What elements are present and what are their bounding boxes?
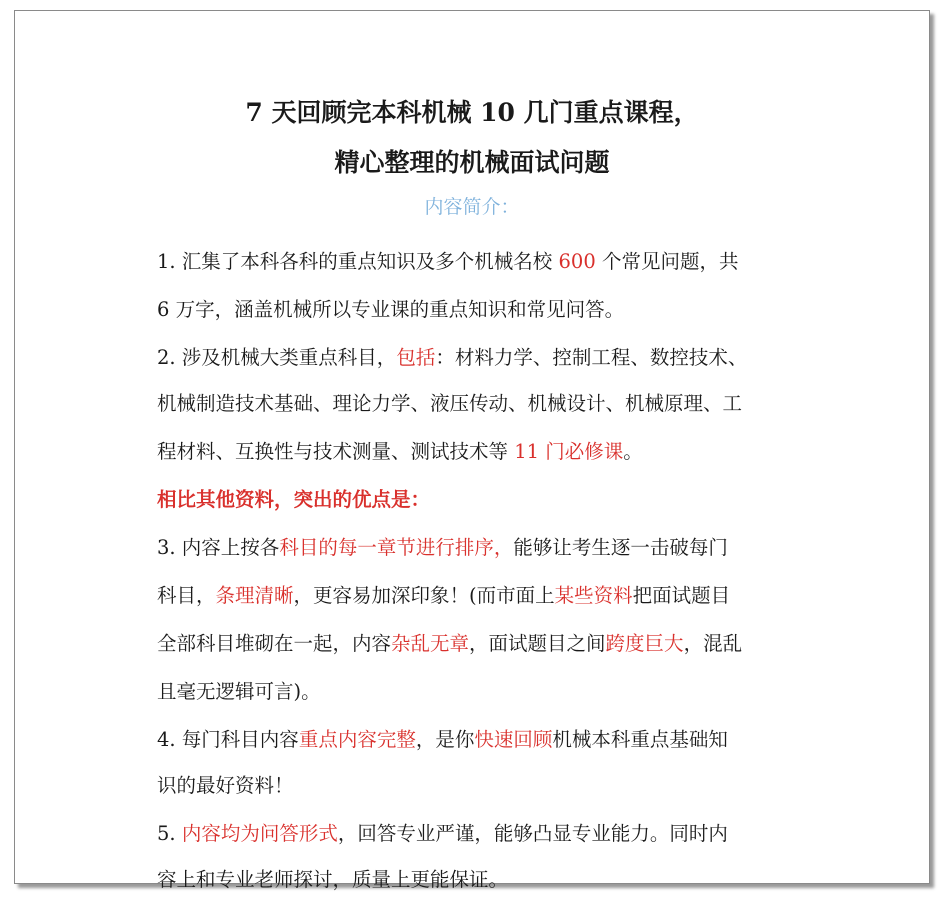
text-segment: 识的最好资料！	[157, 774, 294, 797]
highlighted-text: 11 门必修课	[514, 440, 624, 463]
title-line-1: 7 天回顾完本科机械 10 几门重点课程，	[245, 98, 699, 127]
text-segment: 程材料、互换性与技术测量、测试技术等	[157, 440, 515, 463]
text-line	[157, 487, 430, 513]
text-line	[157, 631, 742, 657]
text-line	[157, 679, 321, 705]
text-segment: 机械制造技术基础、理论力学、液压传动、机械设计、机械原理、工	[157, 392, 743, 415]
text-segment: 且毫无逻辑可言)。	[157, 680, 321, 703]
text-segment: 能够让考生逐一击破每门	[513, 536, 728, 559]
highlighted-text: 跨度巨大	[605, 632, 684, 655]
title-line-2: 精心整理的机械面试问题	[334, 148, 610, 177]
text-segment: 5.	[157, 822, 182, 845]
highlighted-text: 内容均为问答形式	[181, 822, 338, 845]
text-line	[157, 439, 643, 465]
text-segment: 科目，	[157, 584, 216, 607]
text-segment: ，是你	[415, 728, 475, 751]
text-segment: 容上和专业老师探讨，质量上更能保证。	[157, 868, 509, 891]
text-line	[157, 583, 730, 609]
text-line	[157, 535, 728, 561]
highlighted-text: 相比其他资料，突出的优点是：	[157, 488, 431, 511]
intro-heading: 内容简介：	[424, 196, 520, 218]
text-line	[157, 249, 738, 275]
text-segment: 4. 每门科目内容	[157, 728, 299, 751]
text-segment: 全部科目堆砌在一起，内容	[157, 632, 392, 655]
text-segment: 机械本科重点基础知	[552, 728, 728, 751]
text-line	[157, 821, 728, 847]
highlighted-text: 某些资料	[554, 584, 633, 607]
text-line	[157, 727, 728, 753]
text-segment: 1. 汇集了本科各科的重点知识及多个机械名校	[157, 250, 559, 273]
text-segment: 6 万字，涵盖机械所以专业课的重点知识和常见问答。	[157, 298, 625, 321]
text-segment: 2. 涉及机械大类重点科目，	[157, 346, 397, 369]
document-page	[14, 10, 930, 891]
text-segment: ，面试题目之间	[469, 632, 606, 655]
highlighted-text: 600	[558, 250, 596, 273]
text-line	[157, 773, 294, 799]
text-segment: 把面试题目	[632, 584, 731, 607]
text-line	[157, 391, 742, 417]
text-line	[157, 345, 747, 371]
highlighted-text: 杂乱无章	[391, 632, 470, 655]
highlighted-text: 快速回顾	[474, 728, 553, 751]
highlighted-text: 条理清晰	[215, 584, 294, 607]
text-line	[157, 297, 624, 323]
text-line	[157, 867, 508, 893]
text-segment: ，回答专业严谨，能够凸显专业能力。同时内	[337, 822, 728, 845]
text-segment: 3. 内容上按各	[157, 536, 280, 559]
text-segment: ，混乱	[683, 632, 743, 655]
text-segment: ，更容易加深印象！(而市面上	[293, 584, 555, 607]
text-segment: ：材料力学、控制工程、数控技术、	[435, 346, 748, 369]
highlighted-text: 重点内容完整	[298, 728, 416, 751]
highlighted-text: 科目的每一章节进行排序，	[279, 536, 514, 559]
highlighted-text: 包括	[396, 346, 436, 369]
text-segment: 。	[623, 440, 643, 463]
text-segment: 个常见问题，共	[595, 250, 739, 273]
